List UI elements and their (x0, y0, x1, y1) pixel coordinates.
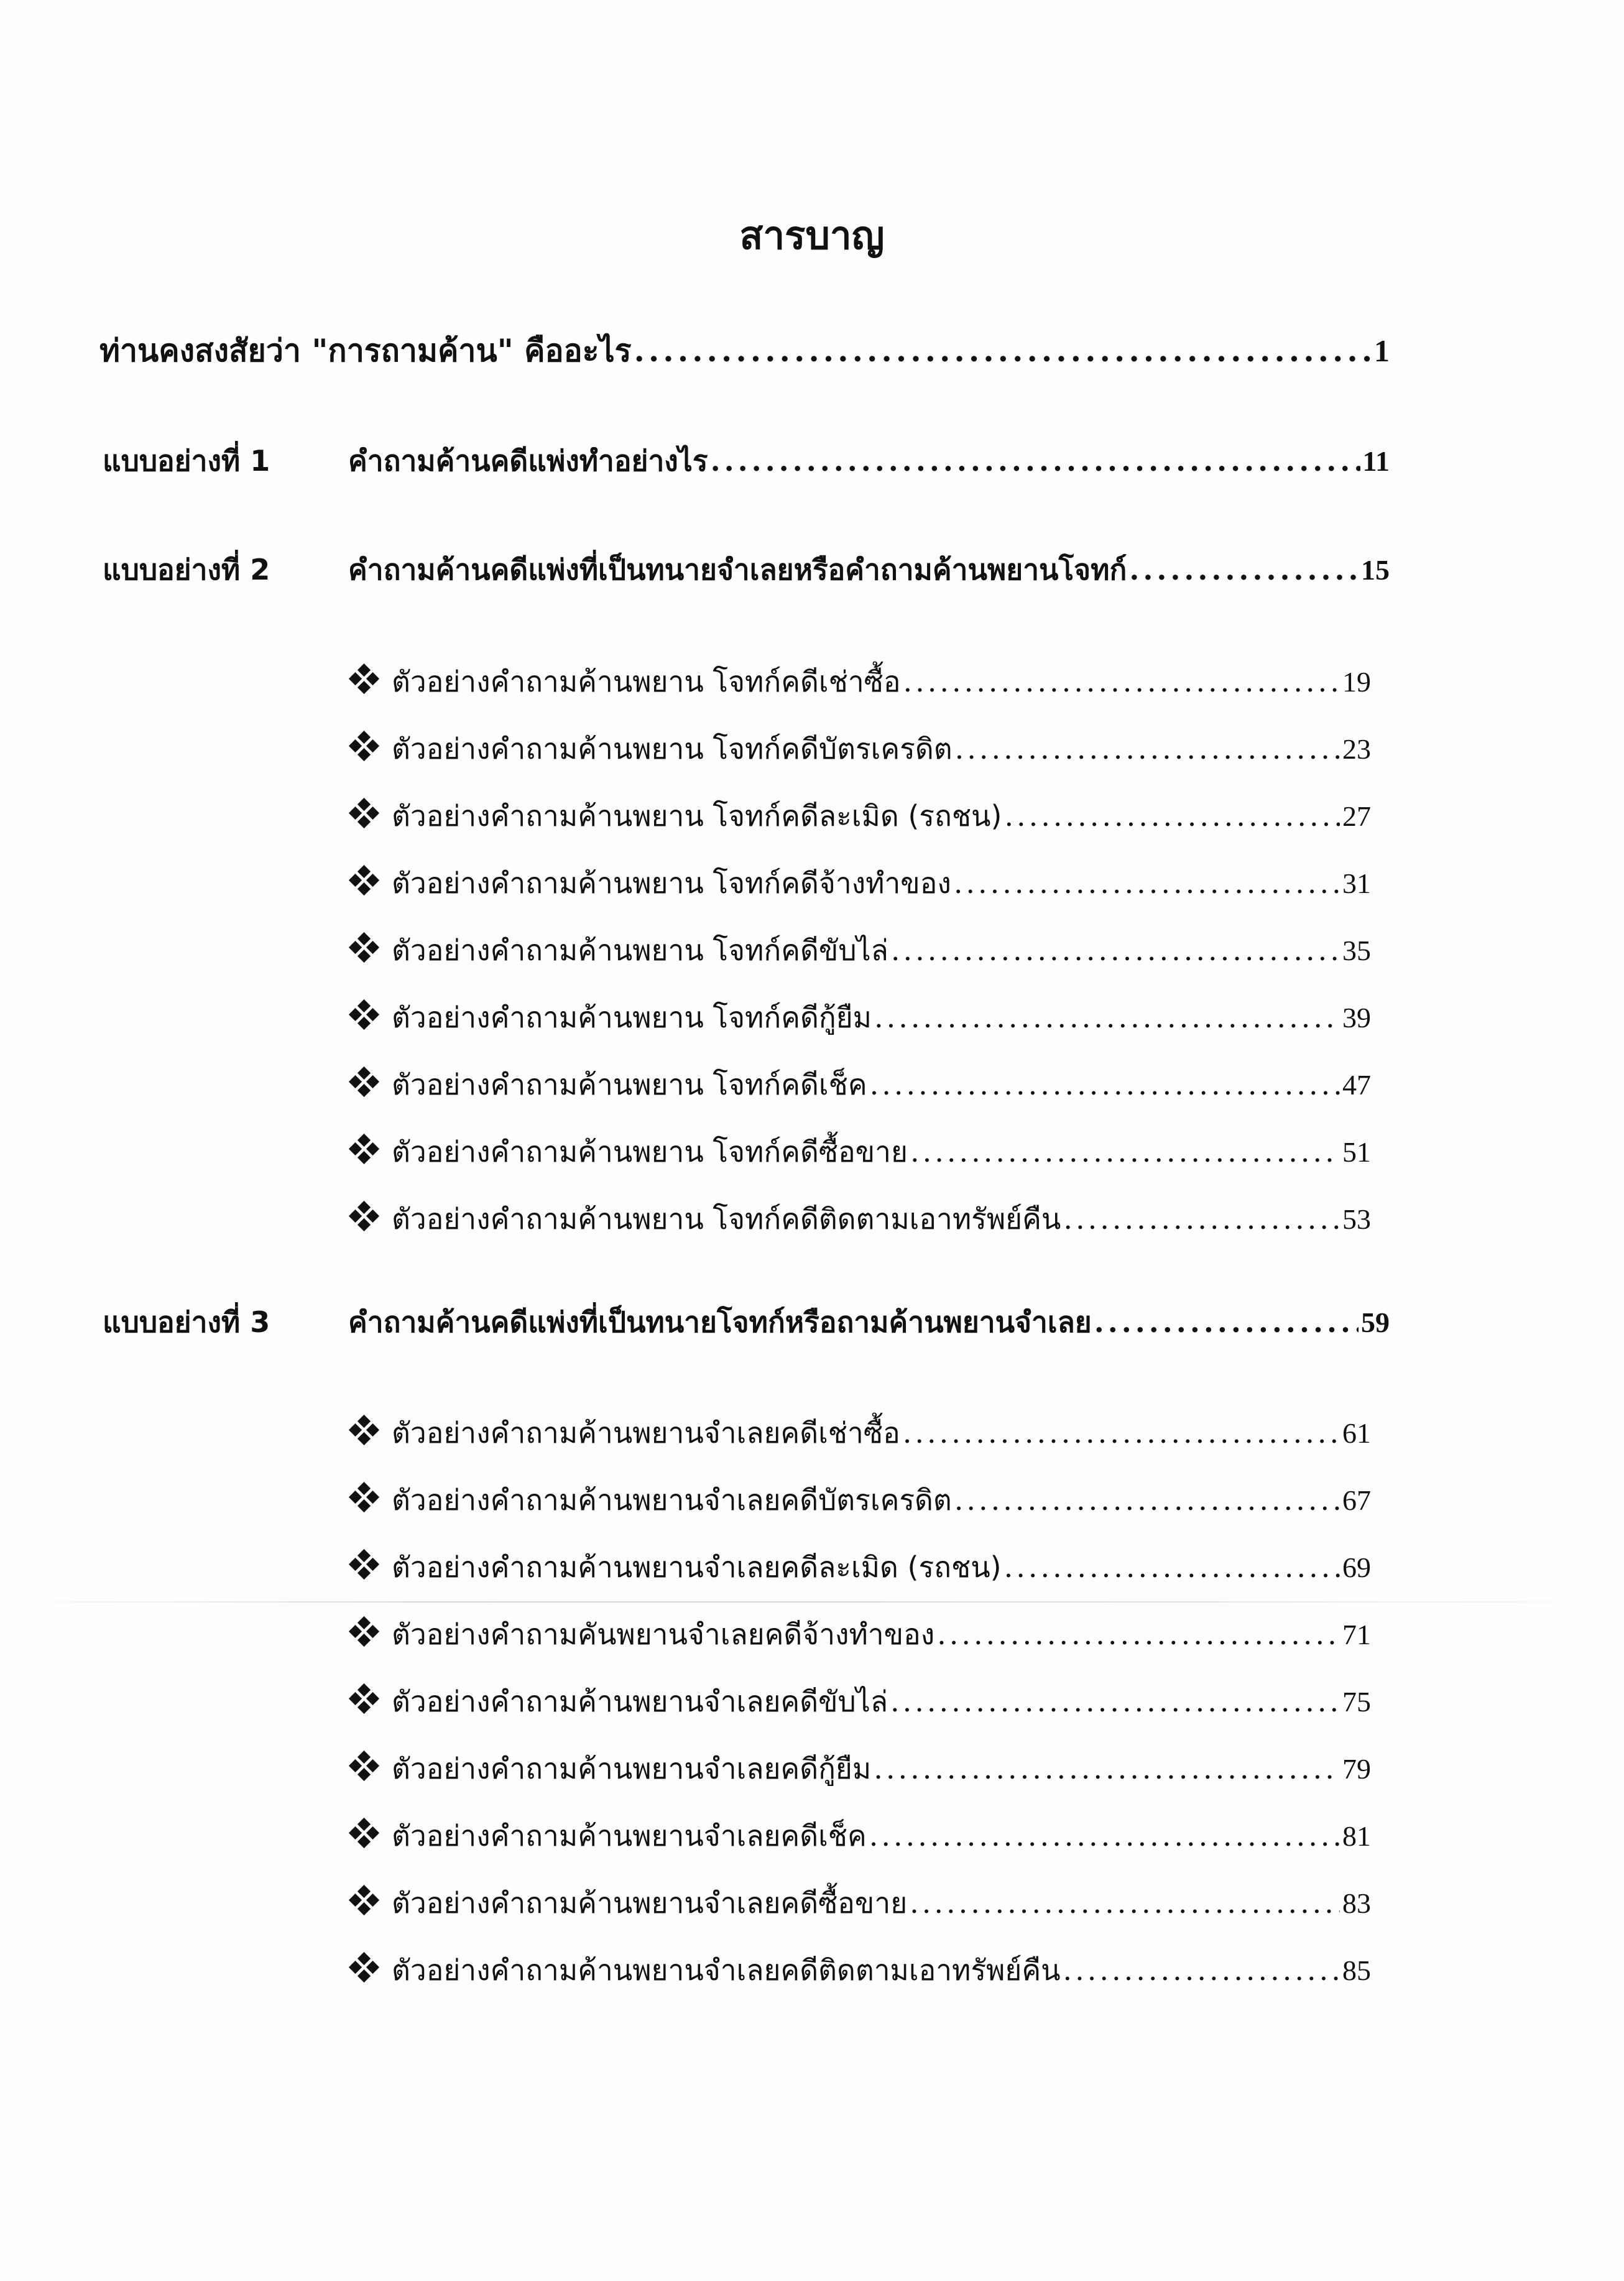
toc-item-label: ตัวอย่างคำถามค้านพยาน โจทก์คดีจ้างทำของ (392, 866, 951, 900)
four-diamond-bullet-icon (348, 736, 392, 761)
toc-item[interactable] (348, 1679, 1371, 1724)
toc-page-number: 39 (1342, 1002, 1371, 1034)
toc-entry-intro[interactable] (99, 326, 1390, 376)
toc-item[interactable] (348, 1062, 1371, 1108)
toc-page-number: 27 (1342, 800, 1371, 832)
toc-page-number: 79 (1342, 1753, 1371, 1785)
toc-item-label: ตัวอย่างคำถามค้านพยาน โจทก์คดีติดตามเอาทรัพย์คืน (392, 1202, 1061, 1236)
dot-leader (874, 1752, 1340, 1785)
toc-item[interactable] (348, 726, 1371, 772)
section-title: คำถามค้านคดีแพ่งที่เป็นทนายโจทก์หรือถามค้านพยานจำเลย (348, 1305, 1092, 1339)
toc-page-number: 31 (1342, 868, 1371, 899)
toc-page-number: 59 (1361, 1307, 1390, 1338)
dot-leader (954, 1483, 1340, 1517)
toc-page-number: 47 (1342, 1069, 1371, 1101)
toc-page-number: 81 (1342, 1820, 1371, 1852)
four-diamond-bullet-icon (348, 1206, 392, 1231)
dot-leader (955, 732, 1340, 766)
dot-leader (954, 866, 1340, 900)
toc-section-1[interactable] (103, 438, 1390, 484)
toc-item[interactable] (348, 1881, 1371, 1926)
toc-page-number: 51 (1342, 1136, 1371, 1168)
toc-item[interactable] (348, 1612, 1371, 1657)
toc-item-label: ตัวอย่างคำถามค้านพยานจำเลยคดีขับไล่ (392, 1685, 888, 1718)
toc-page-number: 69 (1342, 1552, 1371, 1583)
four-diamond-bullet-icon (348, 1005, 392, 1030)
dot-leader (1063, 1202, 1340, 1236)
four-diamond-bullet-icon (348, 1555, 392, 1580)
section-number-label: แบบอย่างที่ 1 (103, 444, 270, 478)
four-diamond-bullet-icon (348, 1420, 392, 1445)
four-diamond-bullet-icon (348, 669, 392, 694)
dot-leader (890, 1685, 1340, 1718)
toc-item-label: ตัวอย่างคำถามค้านพยาน โจทก์คดีกู้ยืม (392, 1001, 872, 1034)
toc-item-label: ตัวอย่างคำถามค้านพยานจำเลยคดีเช่าซื้อ (392, 1416, 900, 1450)
dot-leader (903, 1416, 1340, 1450)
toc-item-label: ตัวอย่างคำถามค้านพยาน โจทก์คดีบัตรเครดิต (392, 732, 953, 766)
toc-item[interactable] (348, 1129, 1371, 1175)
toc-item-label: ตัวอย่างคำถามค้านพยานจำเลยคดีเช็ค (392, 1819, 867, 1853)
toc-item[interactable] (348, 861, 1371, 906)
toc-section-3[interactable] (103, 1300, 1390, 1345)
section-number-label: แบบอย่างที่ 3 (103, 1305, 270, 1339)
toc-page-number: 85 (1342, 1955, 1371, 1986)
four-diamond-bullet-icon (348, 1622, 392, 1647)
four-diamond-bullet-icon (348, 871, 392, 895)
dot-leader (874, 1001, 1340, 1034)
dot-leader (1004, 799, 1340, 833)
toc-item-label: ตัวอย่างคำถามค้านพยาน โจทก์คดีขับไล่ (392, 933, 888, 967)
four-diamond-bullet-icon (348, 1488, 392, 1512)
four-diamond-bullet-icon (348, 803, 392, 828)
toc-item[interactable] (348, 928, 1371, 973)
four-diamond-bullet-icon (348, 1890, 392, 1915)
toc-section-2[interactable] (103, 547, 1390, 593)
toc-page-number: 67 (1342, 1484, 1371, 1516)
toc-item[interactable] (348, 1478, 1371, 1523)
toc-page-number: 19 (1342, 666, 1371, 698)
toc-item-label: ตัวอย่างคำถามค้านพยาน โจทก์คดีเช็ค (392, 1068, 867, 1101)
toc-item-label: ตัวอย่างคำถามค้านพยาน โจทก์คดีเช่าซื้อ (392, 665, 901, 698)
toc-entry-label: ท่านคงสงสัยว่า "การถามค้าน" คืออะไร (99, 333, 632, 369)
four-diamond-bullet-icon (348, 1958, 392, 1983)
dot-leader (1004, 1550, 1340, 1584)
dot-leader (910, 1886, 1340, 1920)
toc-item-label: ตัวอย่างคำถามค้านพยาน โจทก์คดีละเมิด (รถชน) (392, 799, 1002, 833)
four-diamond-bullet-icon (348, 1072, 392, 1097)
four-diamond-bullet-icon (348, 1139, 392, 1164)
toc-item[interactable] (348, 995, 1371, 1040)
toc-item-label: ตัวอย่างคำถามคันพยานจำเลยคดีจ้างทำของ (392, 1617, 935, 1651)
toc-item[interactable] (348, 659, 1371, 705)
four-diamond-bullet-icon (348, 1756, 392, 1781)
toc-item-label: ตัวอย่างคำถามค้านพยานจำเลยคดีซื้อขาย (392, 1886, 908, 1920)
toc-page-number: 23 (1342, 733, 1371, 765)
toc-item-label: ตัวอย่างคำถามค้านพยานจำเลยคดีบัตรเครดิต (392, 1483, 952, 1517)
toc-item-label: ตัวอย่างคำถามค้านพยานจำเลยคดีละเมิด (รถชน) (392, 1550, 1002, 1584)
toc-page-number: 1 (1374, 333, 1390, 368)
toc-item-label: ตัวอย่างคำถามค้านพยานจำเลยคดีกู้ยืม (392, 1752, 872, 1785)
section-title: คำถามค้านคดีแพ่งทำอย่างไร (348, 444, 708, 478)
toc-item[interactable] (348, 1196, 1371, 1242)
toc-item[interactable] (348, 1410, 1371, 1456)
toc-page-number: 61 (1342, 1417, 1371, 1449)
toc-page-number: 15 (1361, 554, 1390, 586)
toc-item[interactable] (348, 1948, 1371, 1993)
four-diamond-bullet-icon (348, 1689, 392, 1714)
toc-item[interactable] (348, 1746, 1371, 1792)
dot-leader (711, 444, 1360, 478)
toc-item[interactable] (348, 1545, 1371, 1590)
toc-item[interactable] (348, 793, 1371, 839)
toc-item[interactable] (348, 1813, 1371, 1859)
dot-leader (634, 332, 1372, 369)
toc-item-label: ตัวอย่างคำถามค้านพยาน โจทก์คดีซื้อขาย (392, 1135, 908, 1168)
toc-page-number: 71 (1342, 1619, 1371, 1650)
dot-leader (869, 1819, 1340, 1853)
toc-item-label: ตัวอย่างคำถามค้านพยานจำเลยคดีติดตามเอาทรัพย์คืน (392, 1953, 1061, 1987)
toc-page-number: 75 (1342, 1686, 1371, 1718)
scan-artifact-line (0, 1601, 1624, 1603)
section-number-label: แบบอย่างที่ 2 (103, 553, 270, 586)
dot-leader (903, 665, 1340, 698)
toc-page-number: 35 (1342, 935, 1371, 966)
dot-leader (1094, 1305, 1359, 1339)
dot-leader (937, 1617, 1340, 1651)
four-diamond-bullet-icon (348, 1823, 392, 1848)
toc-page-number: 53 (1342, 1203, 1371, 1235)
dot-leader (870, 1068, 1340, 1101)
toc-page-number: 11 (1362, 445, 1390, 477)
dot-leader (1063, 1953, 1340, 1987)
toc-page-number: 83 (1342, 1887, 1371, 1919)
dot-leader (1129, 553, 1359, 586)
page-title: สารบาญ (739, 213, 885, 258)
dot-leader (891, 933, 1340, 967)
dot-leader (910, 1135, 1340, 1168)
section-title: คำถามค้านคดีแพ่งที่เป็นทนายจำเลยหรือคำถามค้านพยานโจทก์ (348, 553, 1127, 586)
four-diamond-bullet-icon (348, 938, 392, 963)
